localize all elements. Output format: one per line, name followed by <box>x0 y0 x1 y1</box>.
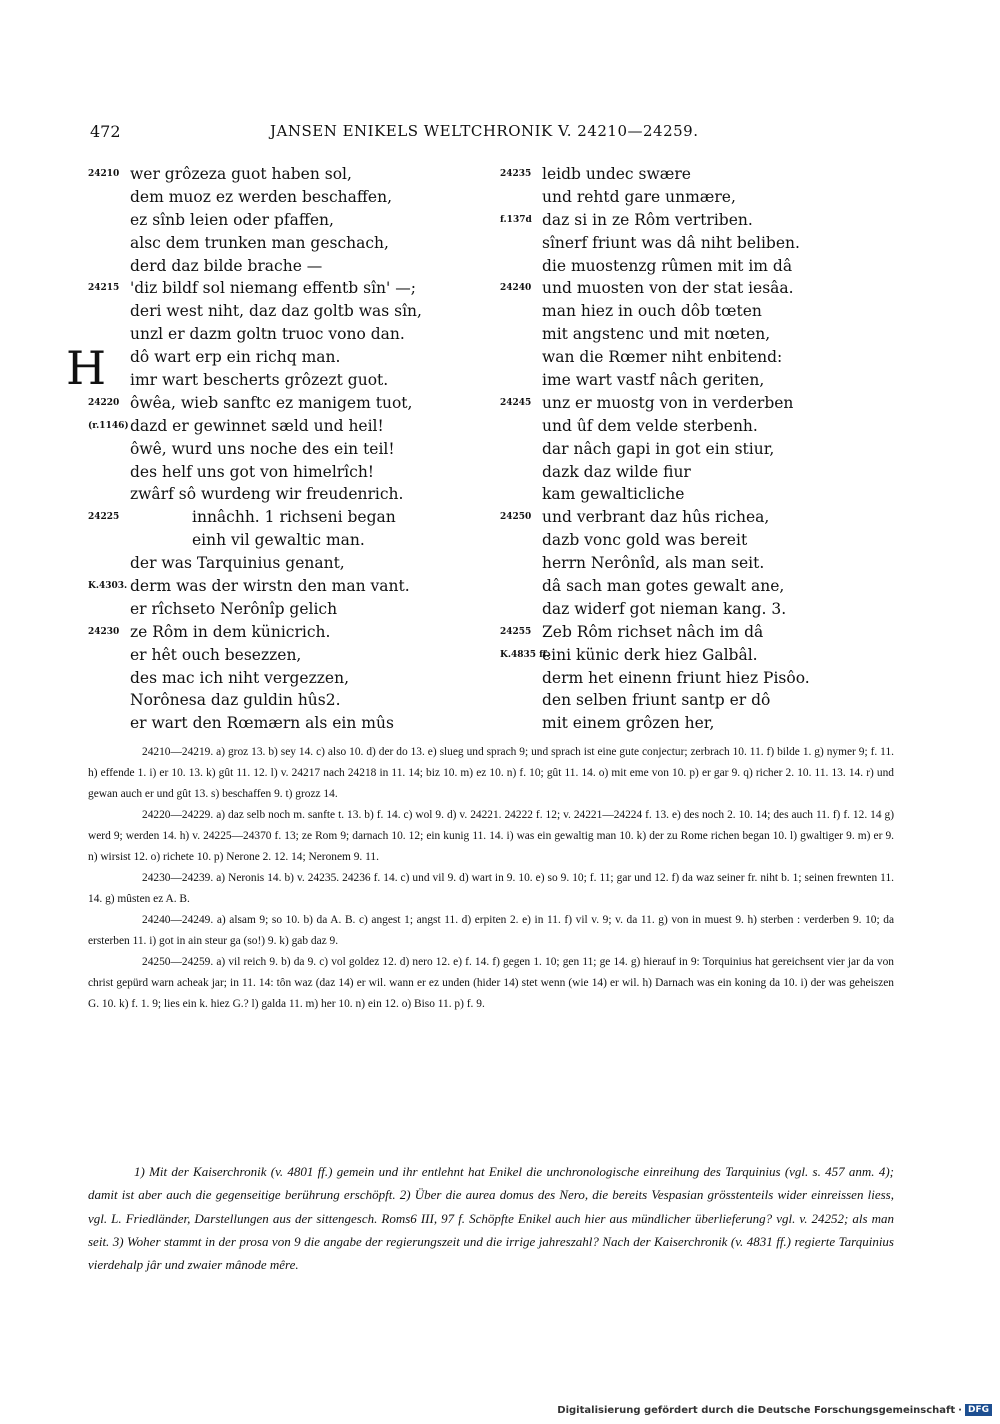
verse-text: der was Tarquinius genant, <box>130 554 345 573</box>
note-paragraph <box>88 805 894 868</box>
verse-line <box>500 644 880 667</box>
verse-line <box>88 552 468 575</box>
left-column <box>88 163 468 735</box>
verse-text: kam gewalticliche <box>542 485 685 504</box>
line-number: 24235 <box>500 169 532 179</box>
note-label: 24230—24239. <box>142 872 214 884</box>
verse-text: deri west niht, daz daz goltb was sîn, <box>130 302 422 321</box>
verse-text: Zeb Rôm richset nâch im dâ <box>542 622 764 641</box>
line-number: (r.1146) <box>88 420 129 431</box>
verse-line <box>88 392 468 415</box>
verse-line <box>500 232 880 255</box>
note-paragraph <box>88 952 894 1015</box>
verse-line <box>88 186 468 209</box>
note-text: a) vil reich 9. b) da 9. c) vol goldez 12. d) nero 12. e) f. 14. f) gegen 1. 10; gen 11; ge 14. g) hierauf in 9: Torquinius hat gereichsent vier jar da von christ gepürd warn acheak jar; in 11. 14: tôn waz (daz 14) er wil. wann er ez unden (hider 14) stet wenn (wie 14) er wil. h) Darnach was ein koning da 10. i) der was geheiszen G. 10. k) f. 1. 9; lies ein k. hiez G.? l) galda 11. m) her 10. n) ein 12. o) Biso 11. p) f. 9. <box>88 956 894 1010</box>
verse-line <box>500 369 880 392</box>
note-paragraph <box>88 742 894 805</box>
note-text: a) alsam 9; so 10. b) da A. B. c) angest 1; angst 11. d) erpiten 2. e) in 11. f) vil v. 9; v. da 11. g) von in muest 9. h) sterben : verderben 9. 10; da ersterben 11. i) got in ain steur ga (so!) 9. k) gab daz 9. <box>88 914 894 947</box>
footnote: 1) Mit der Kaiserchronik (v. 4801 ff.) gemein und ihr entlehnt hat Enikel die unchronologische einreihung des Tarquinius (vgl. s. 457 anm. 4); damit ist aber auch die gegenseitige berührung erschöpft. 2) Über die aurea domus des Nero, die bereits Vespasian grösstenteils wider einreissen liess, vgl. L. Friedländer, Darstellungen aus der sittengesch. Roms6 III, 97 f. Schöpfte Enikel auch hier aus mündlicher überlieferung? vgl. v. 24252; als man seit. 3) Woher stammt in der prosa von 9 die angabe der regierungszeit und die irrige jahreszahl? Nach der Kaiserchronik (v. 4831 ff.) regierte Tarquinius vierdehalp jâr und zwaier mânode mêre. <box>88 1164 894 1273</box>
verse-line <box>500 689 880 712</box>
verse-text: dô wart erp ein richq man. <box>130 348 341 367</box>
line-number: K.4303. <box>88 581 128 592</box>
verse-text: ime wart vastf nâch geriten, <box>542 371 765 390</box>
verse-text: ze Rôm in dem künicrich. <box>130 622 331 641</box>
verse-text: er wart den Rœmærn als ein mûs <box>130 714 394 733</box>
verse-text: derd daz bilde brache — <box>130 256 323 275</box>
verse-line <box>88 232 468 255</box>
verse-text: sînerf friunt was dâ niht beliben. <box>542 233 800 252</box>
verse-text: ôwê, wurd uns noche des ein teil! <box>130 439 395 458</box>
verse-text: die muostenzg rûmen mit im dâ <box>542 256 793 275</box>
verse-line <box>500 392 880 415</box>
verse-text: wan die Rœmer niht enbitend: <box>542 348 783 367</box>
verse-line <box>500 529 880 552</box>
verse-line <box>500 621 880 644</box>
verse-line <box>88 529 468 552</box>
verse-line <box>500 483 880 506</box>
verse-line <box>88 644 468 667</box>
verse-line <box>500 506 880 529</box>
verse-line <box>500 300 880 323</box>
note-paragraph <box>88 910 894 952</box>
verse-text: derm was der wirstn den man vant. <box>130 577 410 596</box>
verse-line <box>88 323 468 346</box>
verse-line <box>500 209 880 232</box>
verse-text: dem muoz ez werden beschaffen, <box>130 187 392 206</box>
line-number: 24255 <box>500 626 532 637</box>
dfg-credit-text: Digitalisierung gefördert durch die Deutsche Forschungsgemeinschaft <box>557 1404 956 1416</box>
dfg-credit: Digitalisierung gefördert durch die Deutsche Forschungsgemeinschaft · DFG <box>557 1404 992 1416</box>
verse-text: 'diz bildf sol niemang effentb sîn' —; <box>130 279 416 298</box>
apparatus-notes <box>88 742 894 1015</box>
line-number: 24245 <box>500 397 532 408</box>
note-text: a) Neronis 14. b) v. 24235. 24236 f. 14. c) und vil 9. d) wart in 9. 10. e) so 9. 10; f. 11; gar und 12. f) da waz seiner fr. niht b. 1; seinen frewnten 11. 14. g) mûsten ez A. B. <box>88 872 894 905</box>
verse-line <box>500 277 880 300</box>
line-number: 24225 <box>88 512 120 523</box>
verse-text: mit einem grôzen her, <box>542 714 715 733</box>
verse-text: ez sînb leien oder pfaffen, <box>130 210 334 229</box>
line-number: f.137d <box>500 214 532 225</box>
verse-line <box>88 346 468 369</box>
verse-text: unzl er dazm goltn truoc vono dan. <box>130 325 405 344</box>
note-text: a) daz selb noch m. sanfte t. 13. b) f. 14. c) wol 9. d) v. 24221. 24222 f. 12; v. 24221—24224 f. 13. e) des noch 2. 10. 14; des auch 11. f) f. 12. 14 g) werd 9; werden 14. h) v. 24225—24370 f. 13; ze Rom 9; darnach 10. 12; ein kunig 11. 14. i) was ein gewaltig man 10. k) der zu Rome richen began 10. l) gwaltiger 9. m) er 9. n) wirsist 12. o) richete 10. p) Nerone 2. 12. 14; Neronem 9. 11. <box>88 809 894 863</box>
line-number: 24220 <box>88 397 120 408</box>
verse-line <box>500 163 880 186</box>
verse-line <box>88 277 468 300</box>
verse-line <box>500 461 880 484</box>
running-title: JANSEN ENIKELS WELTCHRONIK V. 24210—24259. <box>270 122 699 140</box>
verse-line <box>88 712 468 735</box>
verse-text: wer grôzeza guot haben sol, <box>130 165 352 183</box>
verse-text: und rehtd gare unmære, <box>542 187 736 206</box>
verse-line <box>500 575 880 598</box>
verse-line <box>88 438 468 461</box>
note-label: 24210—24219. <box>142 746 214 758</box>
note-paragraph <box>88 868 894 910</box>
verse-text: alsc dem trunken man geschach, <box>130 233 389 252</box>
verse-text: des mac ich niht vergezzen, <box>130 668 349 687</box>
page-header <box>90 122 910 146</box>
verse-text: unz er muostg von in verderben <box>542 393 794 412</box>
page-number: 472 <box>90 122 121 141</box>
verse-text: leidb undec swære <box>542 165 691 183</box>
verse-line <box>88 621 468 644</box>
note-label: 24240—24249. <box>142 914 214 926</box>
dfg-logo: DFG <box>965 1404 992 1416</box>
verse-text: dazk daz wilde fiur <box>542 462 691 481</box>
verse-text: einh vil gewaltic man. <box>192 531 365 550</box>
verse-line <box>88 255 468 278</box>
verse-text: derm het einenn friunt hiez Pisôo. <box>542 668 810 687</box>
verse-line <box>88 483 468 506</box>
verse-text: den selben friunt santp er dô <box>542 691 771 710</box>
verse-line <box>500 415 880 438</box>
verse-text: er rîchseto Nerônîp gelich <box>130 599 338 618</box>
verse-line <box>500 346 880 369</box>
verse-line <box>88 667 468 690</box>
note-text: a) groz 13. b) sey 14. c) also 10. d) der do 13. e) slueg und sprach 9; und sprach ist eine gute conjectur; zerbrach 10. 11. f) bilde 1. g) nymer 9; f. 11. h) effende 1. i) er 10. 13. k) gût 11. 12. l) v. 24217 nach 24218 in 11. 14; biz 10. m) ez 10. n) f. 10; gût 11. 14. o) mit eme von 10. p) er gar 9. q) richer 2. 10. 11. 13. 14. r) und gewan auch er und gût 13. s) beschaffen 9. t) grozz 14. <box>88 746 894 800</box>
footnotes <box>88 1160 894 1276</box>
verse-text: dâ sach man gotes gewalt ane, <box>542 577 785 596</box>
verse-text: innâchh. 1 richseni began <box>192 508 396 527</box>
verse-line <box>500 186 880 209</box>
verse-text: eini künic derk hiez Galbâl. <box>542 645 758 664</box>
verse-text: dar nâch gapi in got ein stiur, <box>542 439 775 458</box>
verse-line <box>500 438 880 461</box>
verse-line <box>88 369 468 392</box>
verse-line <box>88 575 468 598</box>
verse-text: und muosten von der stat iesâa. <box>542 279 794 298</box>
verse-text: Norônesa daz guldin hûs2. <box>130 691 341 710</box>
verse-text: daz si in ze Rôm vertriben. <box>542 210 753 229</box>
verse-text: dazb vonc gold was bereit <box>542 531 748 550</box>
verse-line <box>88 506 468 529</box>
verse-line <box>88 163 468 186</box>
verse-line <box>500 552 880 575</box>
note-label: 24250—24259. <box>142 956 214 968</box>
verse-text: dazd er gewinnet sæld und heil! <box>130 416 384 435</box>
verse-line <box>500 667 880 690</box>
verse-line <box>88 300 468 323</box>
verse-text: und verbrant daz hûs richea, <box>542 508 770 527</box>
note-label: 24220—24229. <box>142 809 214 821</box>
verse-text: daz widerf got nieman kang. 3. <box>542 599 787 618</box>
verse-line <box>500 255 880 278</box>
verse-line <box>88 209 468 232</box>
verse-text: herrn Nerônîd, als man seit. <box>542 554 765 573</box>
verse-text: imr wart bescherts grôzezt guot. <box>130 371 389 390</box>
line-number: 24210 <box>88 169 120 179</box>
line-number: 24240 <box>500 283 532 294</box>
verse-text: er hêt ouch besezzen, <box>130 645 302 664</box>
verse-line <box>500 323 880 346</box>
verse-text: zwârf sô wurdeng wir freudenrich. <box>130 485 404 504</box>
verse-text: man hiez in ouch dôb tœten <box>542 302 762 321</box>
line-number: 24250 <box>500 512 532 523</box>
verse-line <box>88 598 468 621</box>
verse-text: ôwêa, wieb sanftc ez manigem tuot, <box>130 393 413 412</box>
verse-line <box>88 689 468 712</box>
verse-line <box>500 712 880 735</box>
verse-text: und ûf dem velde sterbenh. <box>542 416 758 435</box>
verse-text: mit angstenc und mit nœten, <box>542 325 771 344</box>
verse-line <box>88 415 468 438</box>
verse-text: des helf uns got von himelrîch! <box>130 462 375 481</box>
verse-line <box>88 461 468 484</box>
line-number: 24215 <box>88 283 120 294</box>
verse-line <box>500 598 880 621</box>
line-number: K.4835 ff. <box>500 649 550 660</box>
line-number: 24230 <box>88 626 120 637</box>
right-column <box>500 163 880 735</box>
initial-letter: H <box>66 341 107 395</box>
